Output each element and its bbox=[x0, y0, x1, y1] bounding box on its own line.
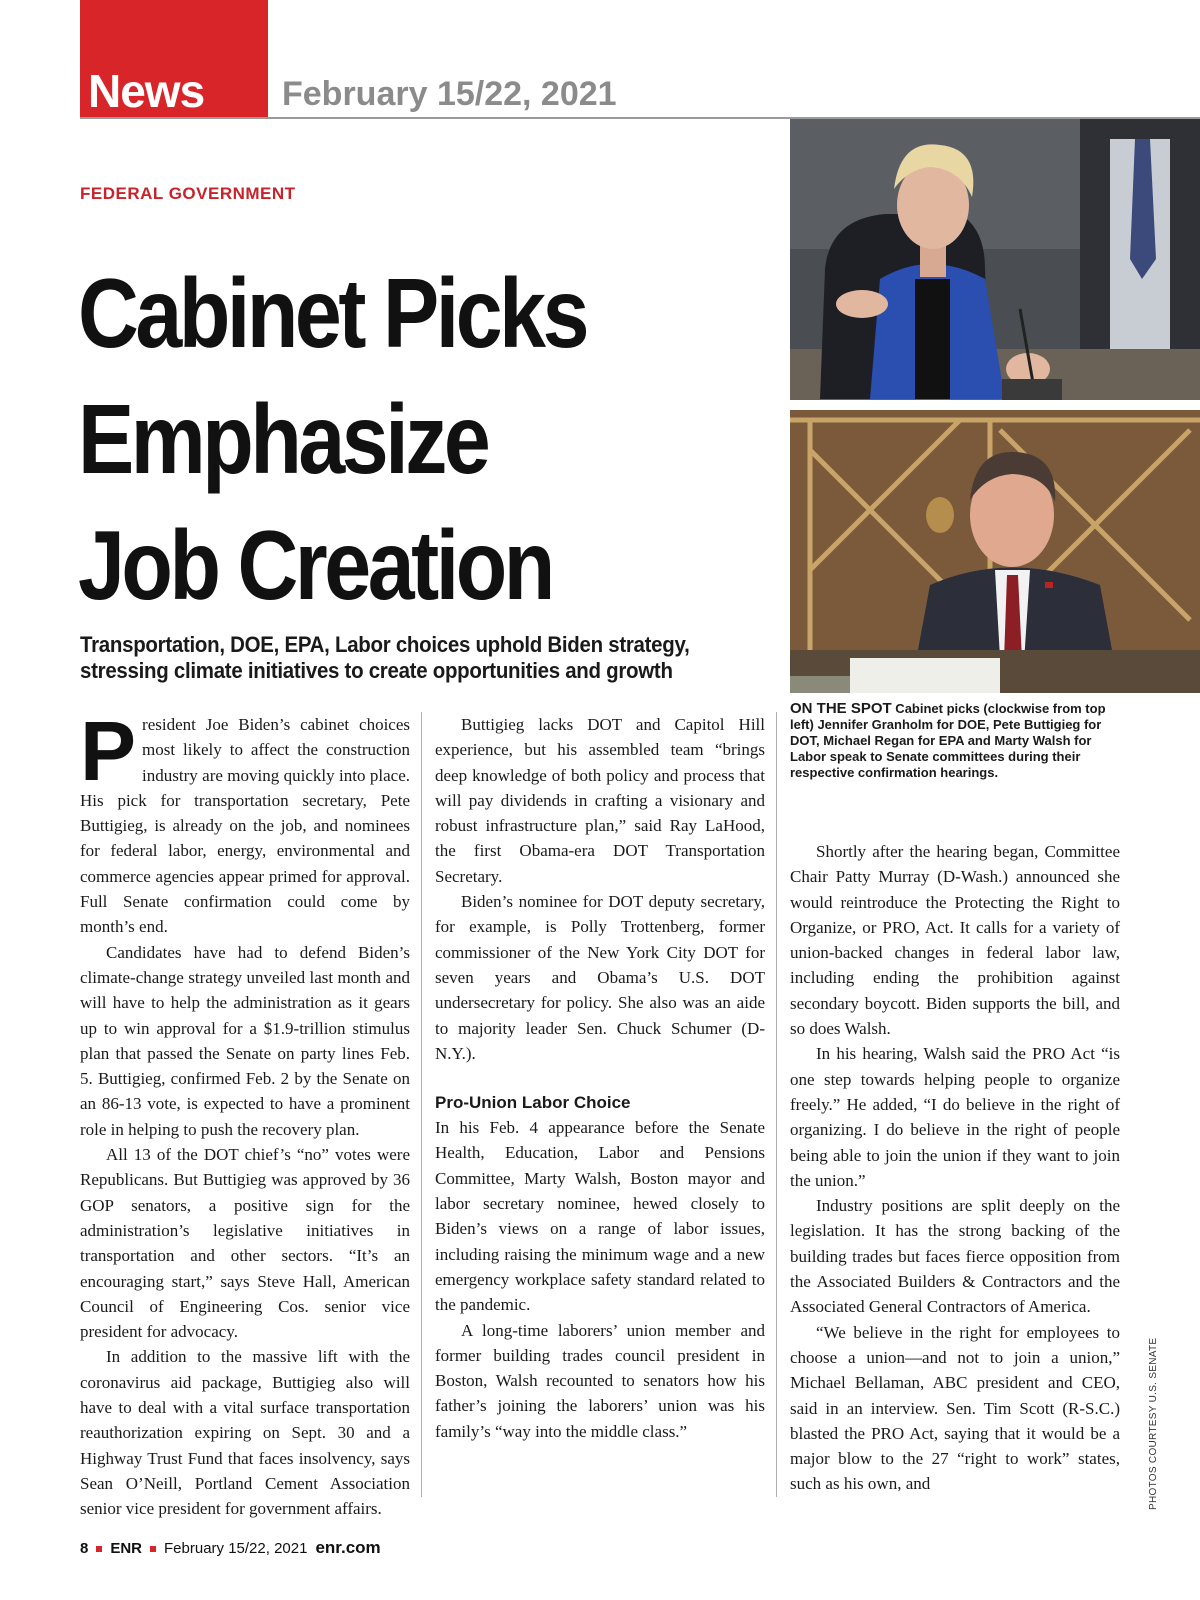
column-divider bbox=[421, 712, 422, 1497]
headline-line: Job Creation bbox=[78, 510, 552, 620]
paragraph bbox=[80, 704, 410, 940]
paragraph-text: resident Joe Biden’s cabinet choices most likely to affect the construction industry are moving quickly into place. His pick for transportation secretary, Pete Buttigieg, is already on the job, and nominees for federal labor, energy, environmental and commerce agencies appear primed for approval. Full Senate confirmation could come by month’s end. bbox=[80, 715, 410, 937]
separator-square bbox=[96, 1546, 102, 1552]
kicker: FEDERAL GOVERNMENT bbox=[80, 184, 296, 203]
deck bbox=[80, 632, 731, 684]
article-column-3 bbox=[790, 839, 1120, 1497]
deck-line: stressing climate initiatives to create opportunities and growth bbox=[80, 658, 673, 683]
site-url[interactable]: enr.com bbox=[315, 1538, 381, 1557]
photo-caption bbox=[790, 701, 1120, 781]
paragraph: In his hearing, Walsh said the PRO Act “is one step towards helping people to organize freely.” He added, “I do believe in the right of organizing. I do believe in the right of people being able to join the union if they want to join the union.” bbox=[790, 1044, 1120, 1190]
page-footer bbox=[80, 1538, 381, 1558]
caption-text: Cabinet picks (clockwise from top left) Jennifer Granholm for DOE, Pete Buttigieg for DOT, Michael Regan for EPA and Marty Walsh for Labor speak to Senate committees during their respective confirmation hearings. bbox=[790, 701, 1106, 780]
footer-date: February 15/22, 2021 bbox=[164, 1540, 308, 1557]
photo-walsh bbox=[790, 410, 1200, 693]
paragraph: Shortly after the hearing began, Committee Chair Patty Murray (D-Wash.) announced she would reintroduce the Protecting the Right to Organize, or PRO, Act. It calls for a variety of union-backed changes in federal labor law, including ending the prohibition against secondary boycott. Biden supports the bill, and so does Walsh. bbox=[790, 842, 1120, 1039]
paragraph: Candidates have had to defend Biden’s climate-change strategy unveiled last month and will have to help the administration as it gears up to win approval for a $1.9-trillion stimulus plan that passed the Senate on party lines Feb. 5. Buttigieg, confirmed Feb. 2 by the Senate on an 86-13 vote, is expected to have a prominent role in helping to push the recovery plan. bbox=[80, 942, 410, 1139]
issue-date: February 15/22, 2021 bbox=[282, 75, 617, 113]
paragraph: Biden’s nominee for DOT deputy secretary, for example, is Polly Trottenberg, former commissioner of the New York City DOT for seven years and Obama’s U.S. DOT undersecretary for policy. She also was an aide to majority leader Sen. Chuck Schumer (D-N.Y.). bbox=[435, 892, 765, 1063]
photo-granholm bbox=[790, 119, 1200, 400]
paragraph: In addition to the massive lift with the coronavirus aid package, Buttigieg also will have to deal with a vital surface transportation reauthorization expiring on Sept. 30 and a Highway Trust Fund that faces insolvency, says Sean O’Neill, Portland Cement Association senior vice president for government affairs. bbox=[80, 1347, 410, 1519]
paragraph: “We believe in the right for employees to choose a union—and not to join a union,” Michael Bellaman, ABC president and CEO, said in an interview. Sen. Tim Scott (R-S.C.) blasted the PRO Act, saying that it would be a major blow to the 27 “right to work” states, such as his own, and bbox=[790, 1322, 1120, 1494]
paragraph: All 13 of the DOT chief’s “no” votes were Republicans. But Buttigieg was approved by 36 GOP senators, a positive sign for the administration’s legislative initiatives in transportation and other sectors. “It’s an encouraging start,” says Steve Hall, American Council of Engineering Cos. senior vice president for advocacy. bbox=[80, 1145, 410, 1342]
caption-lead: ON THE SPOT bbox=[790, 700, 892, 717]
drop-cap: P bbox=[80, 704, 137, 798]
paragraph: In his Feb. 4 appearance before the Senate Health, Education, Labor and Pensions Committee, Marty Walsh, Boston mayor and labor secretary nominee, hewed closely to Biden’s views on a range of labor issues, including raising the minimum wage and a new emergency workplace safety standard related to the pandemic. bbox=[435, 1118, 765, 1315]
deck-line: Transportation, DOE, EPA, Labor choices uphold Biden strategy, bbox=[80, 632, 690, 657]
separator-square bbox=[150, 1546, 156, 1552]
headline-line: Cabinet Picks bbox=[78, 258, 587, 368]
paragraph: Buttigieg lacks DOT and Capitol Hill experience, but his assembled team “brings deep knowledge of both policy and process that will pay dividends in crafting a visionary and robust infrastructure plan,” said Ray LaHood, the first Obama-era DOT Transportation Secretary. bbox=[435, 715, 765, 886]
publication-name: ENR bbox=[110, 1540, 143, 1557]
page-number: 8 bbox=[80, 1540, 89, 1557]
headline bbox=[78, 250, 680, 628]
column-divider bbox=[776, 712, 777, 1497]
photo-credit: PHOTOS COURTESY U.S. SENATE bbox=[1148, 1337, 1159, 1510]
headline-line: Emphasize bbox=[78, 384, 488, 494]
section-label: News bbox=[88, 65, 205, 117]
article-column-2 bbox=[435, 712, 765, 1444]
paragraph: A long-time laborers’ union member and former building trades council president in Boston, Walsh recounted to senators how his father’s joining the laborers’ union was his family’s “way into the middle class.” bbox=[435, 1320, 765, 1441]
subhead: Pro-Union Labor Choice bbox=[435, 1093, 631, 1113]
article-column-1 bbox=[80, 704, 410, 1522]
paragraph: Industry positions are split deeply on the legislation. It has the strong backing of the building trades but faces fierce opposition from the Associated Builders & Contractors and the Associated General Contractors of America. bbox=[790, 1196, 1120, 1317]
